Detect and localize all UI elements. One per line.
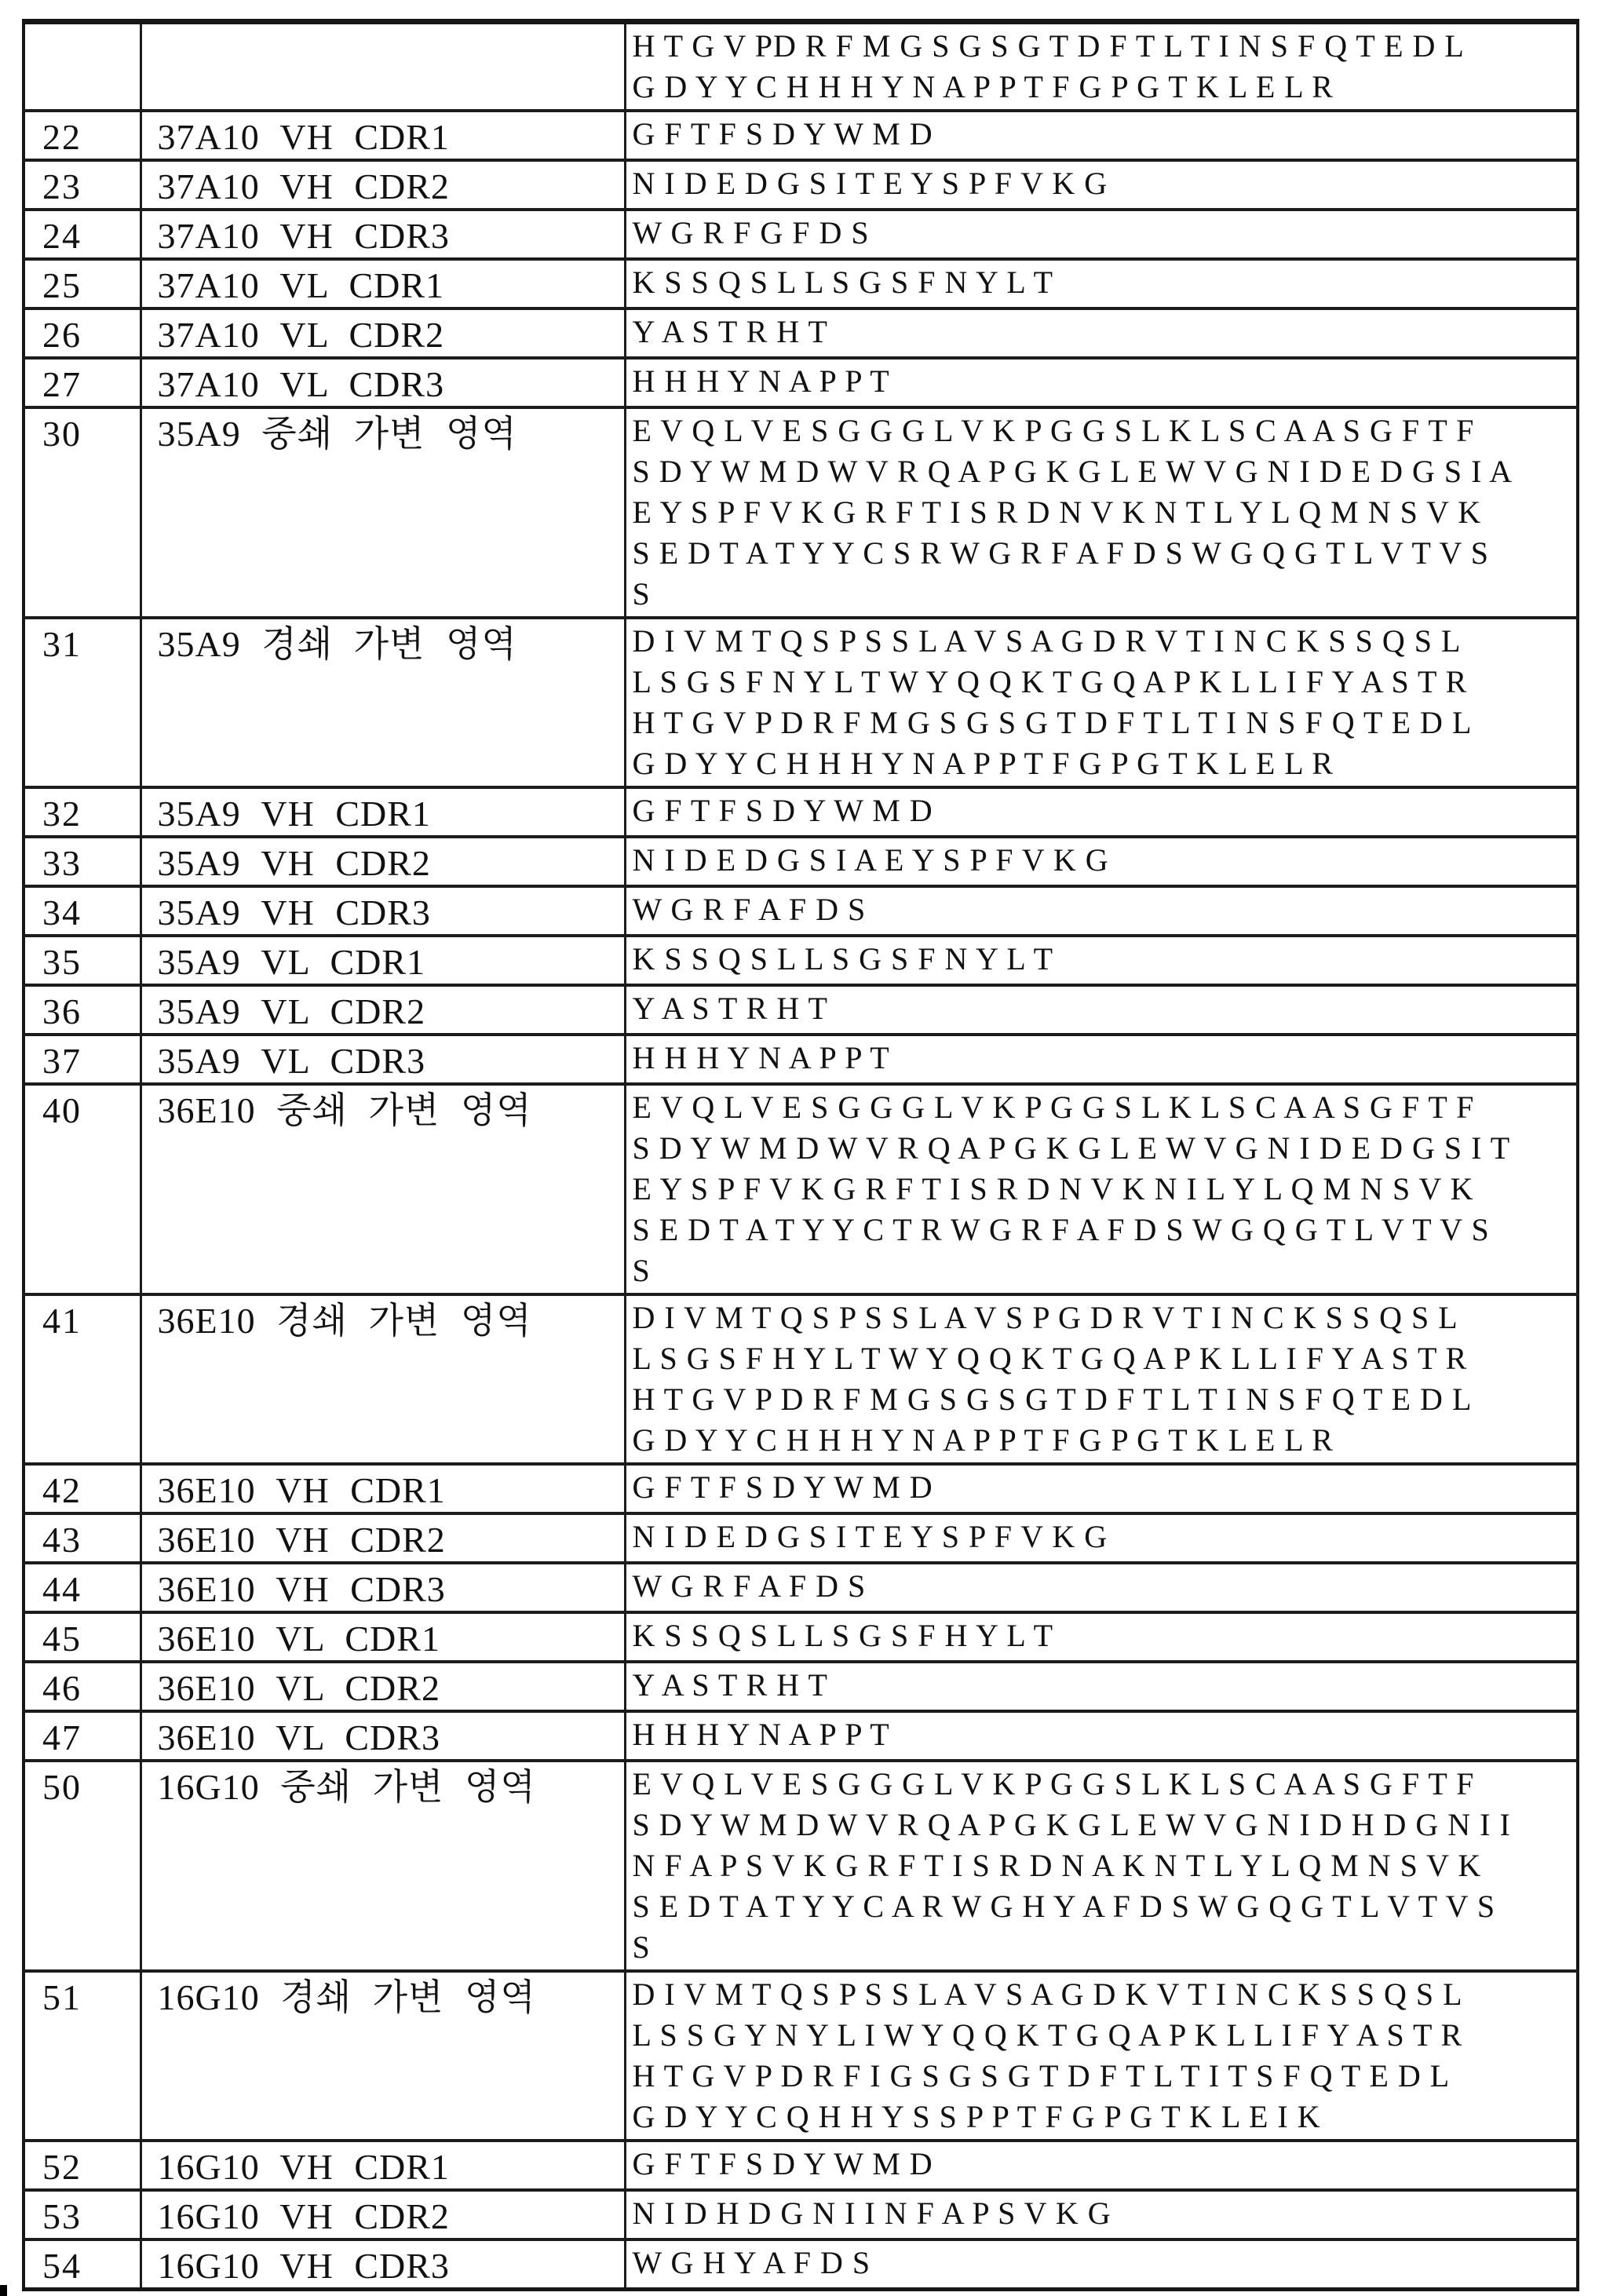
seq-id-cell: [24, 22, 141, 111]
sequence-line: N F A P S V K G R F T I S R D N A K N T L Y L Q M N S V K: [632, 1848, 1482, 1883]
sequence-line: S D Y W M D W V R Q A P G K G L E W V G N I D H D G N I I: [632, 1807, 1511, 1842]
table-row: [24, 2239, 1578, 2290]
description-cell: 37A10 VH CDR1: [141, 111, 625, 160]
seq-id-cell: 36: [24, 985, 141, 1035]
table-row: [24, 1035, 1578, 1084]
sequence-cell: [625, 1294, 1578, 1464]
sequence-line: E V Q L V E S G G G L V K P G G S L K L S C A A S G F T F: [632, 413, 1475, 448]
sequence-cell: [625, 985, 1578, 1035]
sequence-table-body: [24, 22, 1578, 2290]
description-cell: 35A9 VH CDR3: [141, 886, 625, 936]
sequence-line: S E D T A T Y Y C A R W G H Y A F D S W G Q G T L V T V S: [632, 1889, 1496, 1924]
sequence-line: S: [632, 1929, 651, 1965]
sequence-line: N I D E D G S I A E Y S P F V K G: [632, 842, 1109, 878]
sequence-line: E V Q L V E S G G G L V K P G G S L K L S C A A S G F T F: [632, 1090, 1475, 1125]
description-cell: 36E10 VH CDR1: [141, 1464, 625, 1513]
sequence-cell: [625, 160, 1578, 210]
seq-id-cell: 51: [24, 1971, 141, 2141]
seq-id-cell: 45: [24, 1612, 141, 1662]
seq-id-cell: 22: [24, 111, 141, 160]
sequence-line: E V Q L V E S G G G L V K P G G S L K L S C A A S G F T F: [632, 1766, 1475, 1801]
sequence-line: Y A S T R H T: [632, 1667, 828, 1703]
sequence-line: S D Y W M D W V R Q A P G K G L E W V G N I D E D G S I A: [632, 454, 1513, 489]
table-row: [24, 1084, 1578, 1294]
sequence-line: H T G V P D R F M G S G S G T D F T L T I N S F Q T E D L: [632, 705, 1473, 740]
table-row: [24, 308, 1578, 358]
sequence-line: W G R F A F D S: [632, 1568, 867, 1604]
sequence-line: G D Y Y C Q H H Y S S P P T F G P G T K L E I K: [632, 2099, 1321, 2134]
sequence-listing-table: [22, 19, 1579, 2291]
table-row: [24, 1294, 1578, 1464]
sequence-line: K S S Q S L L S G S F N Y L T: [632, 265, 1053, 300]
sequence-cell: [625, 1971, 1578, 2141]
sequence-line: G F T F S D Y W M D: [632, 116, 933, 151]
table-row: [24, 259, 1578, 308]
sequence-line: H H H Y N A P P T: [632, 1040, 890, 1075]
sequence-line: W G H Y A F D S: [632, 2245, 871, 2280]
sequence-line: H H H Y N A P P T: [632, 1717, 890, 1752]
sequence-line: L S G S F N Y L T W Y Q Q K T G Q A P K L L I F Y A S T R: [632, 664, 1468, 699]
sequence-line: D I V M T Q S P S S L A V S A G D K V T I N C K S S Q S L: [632, 1977, 1463, 2012]
table-row: [24, 1761, 1578, 1971]
sequence-line: W G R F A F D S: [632, 892, 867, 927]
sequence-line: G F T F S D Y W M D: [632, 1469, 933, 1505]
sequence-line: G F T F S D Y W M D: [632, 2146, 933, 2181]
sequence-line: E Y S P F V K G R F T I S R D N V K N I L Y L Q M N S V K: [632, 1171, 1474, 1206]
sequence-line: H T G V P D R F M G S G S G T D F T L T I N S F Q T E D L: [632, 1382, 1473, 1417]
sequence-line: W G R F G F D S: [632, 215, 870, 250]
description-cell: 16G10 VH CDR3: [141, 2239, 625, 2290]
table-row: [24, 1464, 1578, 1513]
sequence-cell: [625, 1711, 1578, 1761]
sequence-line: S: [632, 1253, 651, 1288]
table-row: [24, 358, 1578, 407]
description-cell: 35A9 VL CDR1: [141, 936, 625, 985]
seq-id-cell: 53: [24, 2190, 141, 2239]
description-cell: 35A9 VH CDR2: [141, 837, 625, 886]
sequence-cell: [625, 2239, 1578, 2290]
seq-id-cell: 23: [24, 160, 141, 210]
sequence-cell: [625, 111, 1578, 160]
sequence-line: N I D E D G S I T E Y S P F V K G: [632, 166, 1108, 201]
sequence-line: G F T F S D Y W M D: [632, 793, 933, 828]
table-row: [24, 936, 1578, 985]
table-row: [24, 22, 1578, 111]
sequence-line: Y A S T R H T: [632, 991, 828, 1026]
seq-id-cell: 27: [24, 358, 141, 407]
sequence-cell: [625, 259, 1578, 308]
sequence-cell: [625, 22, 1578, 111]
description-cell: 37A10 VL CDR2: [141, 308, 625, 358]
seq-id-cell: 41: [24, 1294, 141, 1464]
seq-id-cell: 34: [24, 886, 141, 936]
description-cell: 35A9 VL CDR3: [141, 1035, 625, 1084]
sequence-line: H T G V P D R F I G S G S G T D F T L T I T S F Q T E D L: [632, 2058, 1451, 2093]
sequence-cell: [625, 210, 1578, 259]
description-cell: 16G10 경쇄 가변 영역: [141, 1971, 625, 2141]
sequence-cell: [625, 1612, 1578, 1662]
table-row: [24, 2190, 1578, 2239]
sequence-line: S D Y W M D W V R Q A P G K G L E W V G N I D E D G S I T: [632, 1130, 1511, 1166]
seq-id-cell: 52: [24, 2141, 141, 2190]
sequence-line: S E D T A T Y Y C T R W G R F A F D S W G Q G T L V T V S: [632, 1212, 1490, 1247]
sequence-cell: [625, 1662, 1578, 1711]
sequence-cell: [625, 407, 1578, 618]
description-cell: 16G10 중쇄 가변 영역: [141, 1761, 625, 1971]
table-row: [24, 2141, 1578, 2190]
description-cell: 35A9 중쇄 가변 영역: [141, 407, 625, 618]
seq-id-cell: 35: [24, 936, 141, 985]
table-row: [24, 1563, 1578, 1612]
sequence-cell: [625, 787, 1578, 837]
description-cell: 37A10 VH CDR2: [141, 160, 625, 210]
sequence-line: H T G V PD R F M G S G S G T D F T L T I N S F Q T E D L: [632, 28, 1465, 64]
sequence-line: L S S G Y N Y L I W Y Q Q K T G Q A P K L L I F Y A S T R: [632, 2017, 1463, 2053]
table-row: [24, 1971, 1578, 2141]
description-cell: 37A10 VH CDR3: [141, 210, 625, 259]
sequence-cell: [625, 936, 1578, 985]
seq-id-cell: 42: [24, 1464, 141, 1513]
table-row: [24, 787, 1578, 837]
description-cell: [141, 22, 625, 111]
table-row: [24, 160, 1578, 210]
table-row: [24, 111, 1578, 160]
sequence-line: K S S Q S L L S G S F N Y L T: [632, 941, 1053, 976]
description-cell: 16G10 VH CDR1: [141, 2141, 625, 2190]
sequence-line: G D Y Y C H H H Y N A P P T F G P G T K L E L R: [632, 746, 1334, 781]
description-cell: 36E10 VL CDR1: [141, 1612, 625, 1662]
seq-id-cell: 43: [24, 1513, 141, 1563]
sequence-cell: [625, 837, 1578, 886]
sequence-line: S E D T A T Y Y C S R W G R F A F D S W G Q G T L V T V S: [632, 535, 1489, 571]
seq-id-cell: 46: [24, 1662, 141, 1711]
description-cell: 35A9 VH CDR1: [141, 787, 625, 837]
sequence-line: D I V M T Q S P S S L A V S A G D R V T I N C K S S Q S L: [632, 623, 1462, 659]
seq-id-cell: 47: [24, 1711, 141, 1761]
seq-id-cell: 40: [24, 1084, 141, 1294]
table-row: [24, 886, 1578, 936]
sequence-cell: [625, 1761, 1578, 1971]
seq-id-cell: 24: [24, 210, 141, 259]
table-row: [24, 407, 1578, 618]
sequence-cell: [625, 1563, 1578, 1612]
table-row: [24, 1612, 1578, 1662]
sequence-line: N I D E D G S I T E Y S P F V K G: [632, 1519, 1108, 1554]
seq-id-cell: 54: [24, 2239, 141, 2290]
sequence-cell: [625, 618, 1578, 787]
table-row: [24, 1711, 1578, 1761]
description-cell: 36E10 중쇄 가변 영역: [141, 1084, 625, 1294]
description-cell: 36E10 VL CDR3: [141, 1711, 625, 1761]
table-row: [24, 985, 1578, 1035]
sequence-cell: [625, 2141, 1578, 2190]
description-cell: 36E10 VH CDR2: [141, 1513, 625, 1563]
seq-id-cell: 50: [24, 1761, 141, 1971]
scan-artifact-mark: [0, 2285, 7, 2296]
seq-id-cell: 33: [24, 837, 141, 886]
sequence-cell: [625, 1464, 1578, 1513]
description-cell: 36E10 경쇄 가변 영역: [141, 1294, 625, 1464]
description-cell: 35A9 경쇄 가변 영역: [141, 618, 625, 787]
table-row: [24, 618, 1578, 787]
table-row: [24, 837, 1578, 886]
description-cell: 36E10 VL CDR2: [141, 1662, 625, 1711]
sequence-cell: [625, 358, 1578, 407]
sequence-line: L S G S F H Y L T W Y Q Q K T G Q A P K L L I F Y A S T R: [632, 1341, 1468, 1376]
sequence-line: D I V M T Q S P S S L A V S P G D R V T I N C K S S Q S L: [632, 1300, 1458, 1335]
description-cell: 16G10 VH CDR2: [141, 2190, 625, 2239]
seq-id-cell: 30: [24, 407, 141, 618]
sequence-line: G D Y Y C H H H Y N A P P T F G P G T K L E L R: [632, 69, 1334, 104]
sequence-line: E Y S P F V K G R F T I S R D N V K N T L Y L Q M N S V K: [632, 495, 1482, 530]
sequence-cell: [625, 1035, 1578, 1084]
sequence-line: Y A S T R H T: [632, 314, 828, 349]
sequence-cell: [625, 886, 1578, 936]
seq-id-cell: 26: [24, 308, 141, 358]
seq-id-cell: 25: [24, 259, 141, 308]
sequence-line: K S S Q S L L S G S F H Y L T: [632, 1618, 1053, 1653]
sequence-cell: [625, 308, 1578, 358]
seq-id-cell: 37: [24, 1035, 141, 1084]
sequence-cell: [625, 1513, 1578, 1563]
table-row: [24, 1662, 1578, 1711]
sequence-cell: [625, 2190, 1578, 2239]
table-row: [24, 1513, 1578, 1563]
sequence-line: G D Y Y C H H H Y N A P P T F G P G T K L E L R: [632, 1422, 1334, 1458]
description-cell: 35A9 VL CDR2: [141, 985, 625, 1035]
seq-id-cell: 32: [24, 787, 141, 837]
description-cell: 37A10 VL CDR1: [141, 259, 625, 308]
sequence-cell: [625, 1084, 1578, 1294]
seq-id-cell: 44: [24, 1563, 141, 1612]
sequence-line: S: [632, 576, 651, 611]
table-row: [24, 210, 1578, 259]
sequence-line: H H H Y N A P P T: [632, 363, 890, 399]
sequence-line: N I D H D G N I I N F A P S V K G: [632, 2196, 1111, 2231]
description-cell: 37A10 VL CDR3: [141, 358, 625, 407]
description-cell: 36E10 VH CDR3: [141, 1563, 625, 1612]
seq-id-cell: 31: [24, 618, 141, 787]
